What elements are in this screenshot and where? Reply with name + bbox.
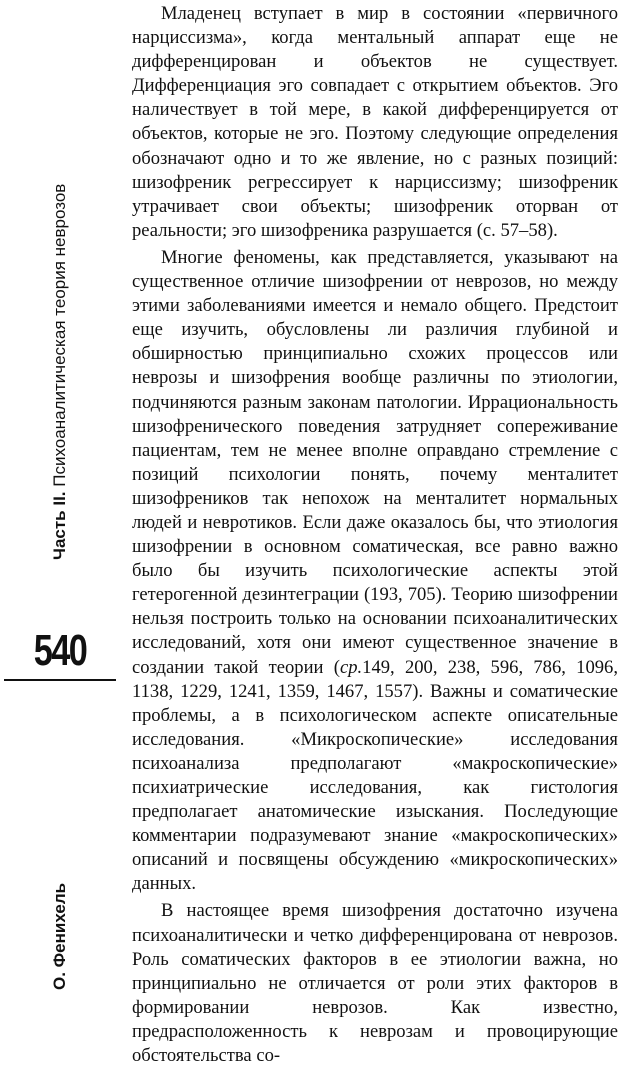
running-header-section: Психоаналитическая теория неврозов	[50, 183, 69, 487]
cf-abbreviation: ср.	[339, 656, 363, 678]
author-name: О. Фенихель	[50, 882, 69, 990]
page-number: 540	[33, 626, 87, 675]
paragraph: Младенец вступает в мир в состоянии «первичного нарциссизма», когда ментальный аппарат еще не дифференцирован и объектов не существует. Дифференциация эго совпадает с открытием объектов. Эго наличествует в той мере, в какой дифференцируется от объектов, которые не эго. Поэтому следующие определения обозначают одно и то же явление, но с разных позиций: шизофреник регрессирует к нарциссизму; шизофреник утрачивает свои объекты; шизофреник оторван от реальности; эго шизофреника разрушается (с. 57–58).	[132, 3, 618, 241]
running-header	[50, 184, 70, 560]
body-text	[132, 2, 618, 1068]
page-number-rule	[4, 679, 116, 681]
paragraph-text: 149, 200, 238, 596, 786, 1096, 1138, 1229, 1241, 1359, 1467, 1557). Важны и соматические проблемы, а в психологическом аспекте описательные исследования. «Микроскопические» исследования психоанализа предполагают «макроскопические» психиатрические исследования, как гистология предполагает анатомические изыскания. Последующие комментарии подразумевают знание «макроскопических» описаний и посвящены обсуждению «микроскопических» данных.	[132, 656, 618, 895]
paragraph	[132, 246, 618, 897]
paragraph: В настоящее время шизофрения достаточно изучена психоаналитически и четко дифференцирована от неврозов. Роль соматических факторов в ее этиологии важна, но принципиально не отличается от роли этих факторов в формировании неврозов. Как известно, предрасположенность к неврозам и провоцирующие обстоятельства со-	[132, 900, 618, 1067]
running-header-part: Часть II.	[50, 491, 69, 560]
paragraph-text: Многие феномены, как представляется, указывают на существенное отличие шизофрении от неврозов, но между этими заболеваниями имеется и немало общего. Предстоит еще изучить, обусловлены ли различия глубиной и обширностью принципиально схожих процессов или неврозы и шизофрения вообще различны по этиологии, подчиняются разным законам патологии. Иррациональность шизофренического поведения затрудняет сопереживание пациентам, тем не менее вполне оправдано стремление с позиций психологии понять, почему менталитет шизофреников так непохож на менталитет нормальных людей и невротиков. Если даже оказалось бы, что этиология шизофрении в основном соматическая, все равно важно было бы изучить психологические аспекты этой гетерогенной дезинтеграции (193, 705). Теорию шизофрении нельзя построить только на основании психоаналитических исследований, хотя они имеют существенное значение в создании такой теории (	[132, 246, 618, 678]
